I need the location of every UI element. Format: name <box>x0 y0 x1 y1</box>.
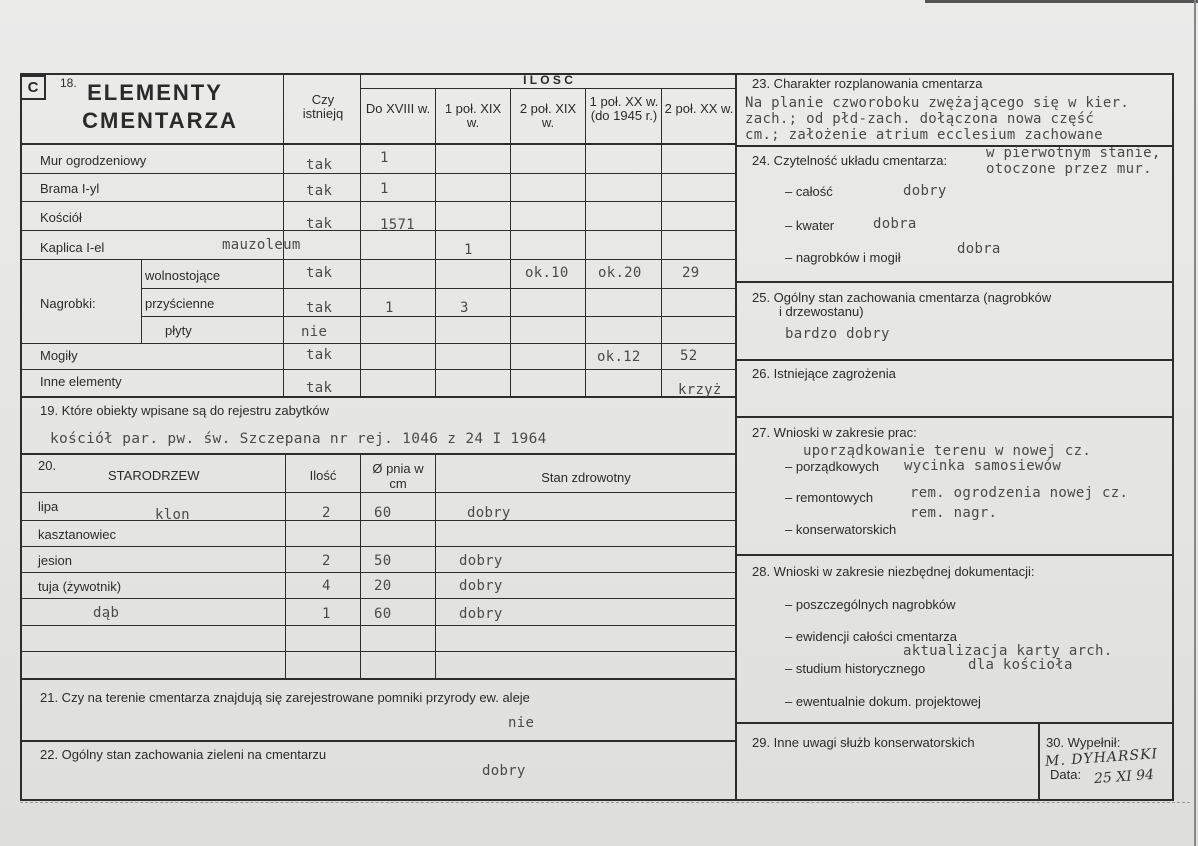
tree-name: dąb <box>93 605 120 621</box>
row-label: Kaplica I-el <box>40 240 105 255</box>
rule <box>20 572 736 573</box>
section-21-label: 21. Czy na terenie cmentarza znajdują się zarejestrowane pomniki przyrody ew. aleje <box>40 690 530 705</box>
s27-item-label: – konserwatorskich <box>785 522 897 537</box>
rule <box>20 740 736 742</box>
rule <box>737 359 1174 361</box>
filled-by-signature: M. DYHARSKI <box>1044 746 1159 770</box>
tree-state: dobry <box>459 578 503 594</box>
s27-item-label: – porządkowych <box>785 459 879 474</box>
section-23-line: Na planie czworoboku zwężającego się w kier. <box>745 95 1130 111</box>
rule <box>737 722 1174 724</box>
rule <box>360 88 736 89</box>
tree-name: jesion <box>38 553 72 568</box>
section-22-label: 22. Ogólny stan zachowania zieleni na cmentarzu <box>40 747 327 762</box>
tree-count: 2 <box>322 553 331 569</box>
rule <box>20 651 736 652</box>
rule <box>283 73 284 397</box>
section-26-label: 26. Istniejące zagrożenia <box>752 366 896 381</box>
rule <box>735 73 737 801</box>
section-20-number: 20. <box>38 458 57 473</box>
period-value: 52 <box>680 348 698 364</box>
rule <box>20 143 736 145</box>
section-number: 18. <box>60 76 77 90</box>
rule <box>20 369 736 370</box>
s27-value: rem. ogrodzenia nowej cz. <box>910 485 1129 501</box>
s28-item-label: – ewentualnie dokum. projektowej <box>785 694 981 709</box>
period-value: ok.20 <box>598 265 642 281</box>
s28-item-value: dla kościoła <box>968 657 1073 673</box>
rule <box>20 598 736 599</box>
row-label: Mur ogrodzeniowy <box>40 153 147 168</box>
rule <box>661 88 662 397</box>
rule <box>20 173 736 174</box>
rule <box>285 453 286 679</box>
period-value: 3 <box>460 300 469 316</box>
section-title-line2: CMENTARZA <box>82 108 238 133</box>
tree-count: 2 <box>322 505 331 521</box>
section-19-value: kościół par. pw. św. Szczepana nr rej. 1046 z 24 I 1964 <box>50 431 547 447</box>
s28-item-value: aktualizacja karty arch. <box>903 643 1113 659</box>
section-25-label-2: i drzewostanu) <box>779 304 864 319</box>
section-23-line: otoczone przez mur. <box>986 161 1152 177</box>
tree-count: 4 <box>322 578 331 594</box>
column-header-stan: Stan zdrowotny <box>541 470 631 485</box>
section-20-title: STARODRZEW <box>108 468 200 483</box>
row-label: Brama I-yl <box>40 181 100 196</box>
rule <box>435 453 436 679</box>
column-header-pnia: Ø pnia w cm <box>372 461 424 491</box>
s24-item-value: dobra <box>957 241 1001 257</box>
czy-value: tak <box>306 157 333 173</box>
row-label: wolnostojące <box>145 268 221 283</box>
period-header: 2 poł. XIX w. <box>519 101 577 130</box>
nagrobki-label: Nagrobki: <box>40 296 96 311</box>
section-25-value: bardzo dobry <box>785 326 890 342</box>
rule <box>737 416 1174 418</box>
column-header-ilosc: I L O Ś Ć <box>523 73 573 87</box>
section-25-label: 25. Ogólny stan zachowania cmentarza (nagrobków <box>752 290 1052 305</box>
rule <box>20 343 736 344</box>
rule <box>141 288 736 289</box>
period-value: 1571 <box>380 217 415 233</box>
s27-item-label: – remontowych <box>785 490 874 505</box>
rule <box>20 73 22 801</box>
period-header: Do XVIII w. <box>365 101 431 116</box>
period-header: 2 poł. XX w. <box>664 101 734 116</box>
rule <box>360 73 361 397</box>
tree-name: kasztanowiec <box>38 527 117 542</box>
column-header-ilosc: Ilość <box>309 468 337 483</box>
rule <box>1172 73 1174 801</box>
period-value: 1 <box>385 300 394 316</box>
s27-value: wycinka samosiewów <box>904 458 1062 474</box>
tree-state: dobry <box>459 606 503 622</box>
s24-item-value: dobry <box>903 183 947 199</box>
tree-name-typed: klon <box>155 507 190 523</box>
rule <box>585 88 586 397</box>
column-header-czy-istnieje: Czy istniejq <box>302 92 344 121</box>
section-22-value: dobry <box>482 763 526 779</box>
s28-item-label: – studium historycznego <box>785 661 926 676</box>
czy-value: tak <box>306 183 333 199</box>
rule <box>737 554 1174 556</box>
rule <box>20 625 736 626</box>
section-19-label: 19. Które obiekty wpisane są do rejestru zabytków <box>40 403 330 418</box>
section-28-label: 28. Wnioski w zakresie niezbędnej dokumentacji: <box>752 564 1035 579</box>
period-value: 1 <box>380 150 389 166</box>
tree-diameter: 60 <box>374 505 392 521</box>
czy-value: nie <box>301 324 328 340</box>
section-21-value: nie <box>508 715 535 731</box>
date-value: 25 XI 94 <box>1093 766 1155 788</box>
s27-value: uporządkowanie terenu w nowej cz. <box>803 443 1092 459</box>
section-27-label: 27. Wnioski w zakresie prac: <box>752 425 917 440</box>
rule <box>141 259 142 343</box>
period-value: ok.12 <box>597 349 641 365</box>
rule <box>360 453 361 679</box>
section-29-label: 29. Inne uwagi służb konserwatorskich <box>752 735 975 750</box>
czy-value: tak <box>306 380 333 396</box>
rule <box>1038 722 1040 800</box>
rule <box>20 396 736 398</box>
row-label: płyty <box>165 323 192 338</box>
period-value: 1 <box>380 181 389 197</box>
row-label: przyścienne <box>145 296 215 311</box>
rule <box>141 316 736 317</box>
rule <box>737 73 1174 75</box>
period-header: 1 poł. XIX w. <box>444 101 502 130</box>
rule <box>20 201 736 202</box>
tree-diameter: 50 <box>374 553 392 569</box>
tree-diameter: 20 <box>374 578 392 594</box>
top-edge-line <box>925 0 1198 3</box>
s27-value: rem. nagr. <box>910 505 998 521</box>
rule <box>20 799 1174 801</box>
section-letter-box: C <box>20 75 46 100</box>
rule <box>20 546 736 547</box>
right-edge-line <box>1194 0 1196 846</box>
tree-state: dobry <box>459 553 503 569</box>
period-value: ok.10 <box>525 265 569 281</box>
period-value: 29 <box>682 265 700 281</box>
czy-value: tak <box>306 216 333 232</box>
s24-item-label: – nagrobków i mogił <box>785 250 901 265</box>
rule <box>737 281 1174 283</box>
tree-name: lipa <box>38 499 59 514</box>
row-extra-value: mauzoleum <box>222 237 301 253</box>
s24-item-label: – kwater <box>785 218 835 233</box>
section-23-label: 23. Charakter rozplanowania cmentarza <box>752 76 983 91</box>
row-label: Inne elementy <box>40 374 122 389</box>
period-header: 1 poł. XX w. (do 1945 r.) <box>589 94 659 123</box>
rule <box>20 678 736 680</box>
rule <box>435 88 436 397</box>
s28-item-label: – poszczególnych nagrobków <box>785 597 956 612</box>
period-value: krzyż <box>678 382 722 398</box>
rule <box>20 259 736 260</box>
rule <box>20 230 736 231</box>
s28-item-label: – ewidencji całości cmentarza <box>785 629 957 644</box>
period-value: 1 <box>464 242 473 258</box>
czy-value: tak <box>306 347 333 363</box>
czy-value: tak <box>306 300 333 316</box>
section-23-line: cm.; założenie atrium ecclesium zachowane <box>745 127 1103 143</box>
row-label: Kościół <box>40 210 82 225</box>
bottom-perforation <box>20 802 1190 803</box>
tree-state: dobry <box>467 505 511 521</box>
rule <box>510 88 511 397</box>
date-label: Data: <box>1050 767 1082 782</box>
section-24-label: 24. Czytelność układu cmentarza: <box>752 153 948 168</box>
tree-diameter: 60 <box>374 606 392 622</box>
section-30-label: 30. Wypełnił: <box>1046 735 1121 750</box>
czy-value: tak <box>306 265 333 281</box>
s24-item-label: – całość <box>785 184 833 199</box>
s24-item-value: dobra <box>873 216 917 232</box>
section-23-line: zach.; od płd-zach. dołączona nowa część <box>745 111 1095 127</box>
section-title-line1: ELEMENTY <box>87 80 223 105</box>
rule <box>20 453 736 455</box>
tree-count: 1 <box>322 606 331 622</box>
section-23-line: w pierwotnym stanie, <box>986 145 1161 161</box>
row-label: Mogiły <box>40 348 78 363</box>
rule <box>20 492 736 493</box>
tree-name: tuja (żywotnik) <box>38 579 122 594</box>
